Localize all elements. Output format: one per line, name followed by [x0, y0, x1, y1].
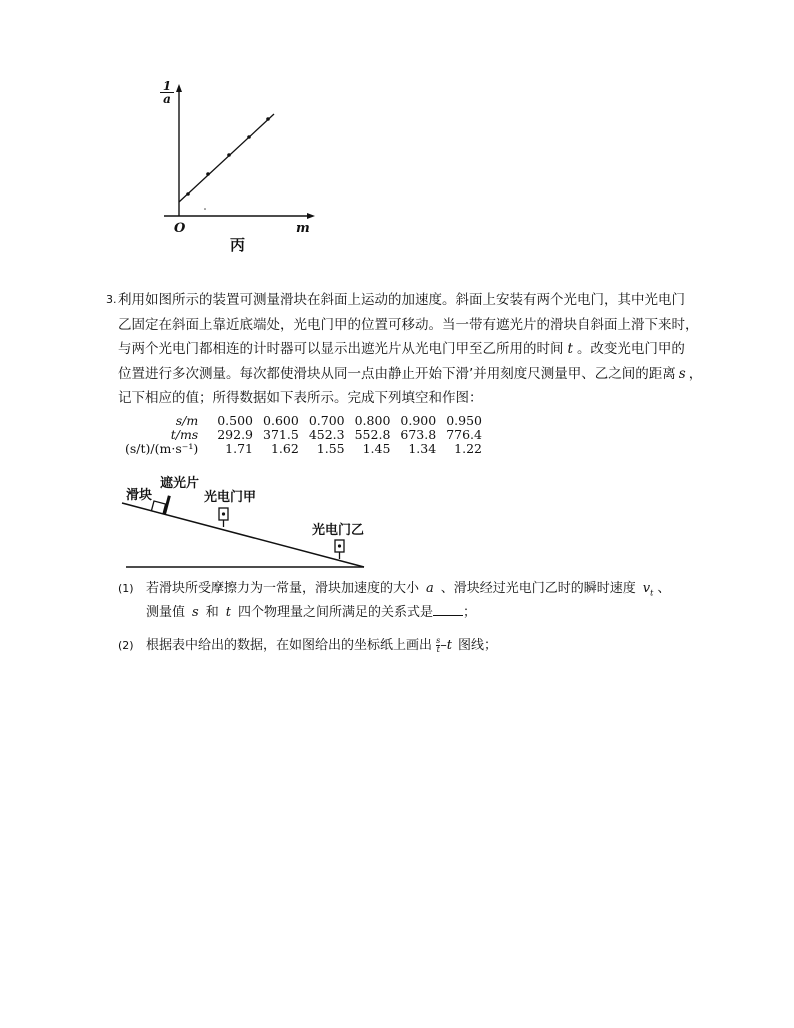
var-t-2: t	[225, 605, 231, 620]
sub-question-1-number: (1)	[118, 582, 134, 595]
graph-bing	[150, 76, 330, 256]
table-cell: 371.5	[263, 427, 299, 442]
var-v: v	[642, 581, 651, 596]
y-label-den: a	[163, 92, 171, 106]
table-cell: 1.55	[316, 441, 345, 456]
var-s: s	[678, 365, 686, 382]
dash-t: –t	[440, 638, 452, 653]
y-label-num: 1	[160, 80, 174, 93]
q3-line-4	[118, 362, 708, 387]
gate-a-label: 光电门甲	[204, 490, 257, 505]
data-point	[186, 192, 190, 196]
frac-den: t	[436, 645, 440, 654]
table-cell: 1.71	[225, 441, 254, 456]
table-header-st: (s/t)/(m·s⁻¹)	[125, 441, 199, 456]
gate-b-icon	[335, 540, 344, 559]
q3-line-1: 利用如图所示的装置可测量滑块在斜面上运动的加速度。斜面上安装有两个光电门，其中光电门	[118, 292, 685, 308]
sub-question-1	[118, 577, 718, 627]
var-v-sub: t	[650, 588, 654, 598]
table-cell: 452.3	[308, 427, 345, 442]
fit-line	[179, 114, 274, 202]
table-cell: 0.600	[263, 413, 299, 428]
graph-caption: 丙	[230, 236, 246, 254]
sub-question-1-line-2	[146, 601, 706, 625]
q3-line-4-text: 位置进行多次测量。每次都使滑块从同一点由静止开始下滑’并用刻度尺测量甲、乙之间的距离	[118, 365, 676, 382]
question-3-body	[118, 288, 708, 411]
table-cell: 292.9	[217, 427, 254, 442]
answer-blank[interactable]	[433, 603, 463, 616]
gate-b-label: 光电门乙	[312, 523, 365, 538]
q3-line-4-tail: ，	[688, 365, 703, 382]
stray-dot	[204, 208, 206, 210]
table-cell: 1.45	[362, 441, 391, 456]
sq2-text-b: 图线；	[458, 638, 498, 653]
table-cell: 776.4	[446, 427, 482, 442]
frac-num: s	[436, 636, 441, 645]
q3-line-3-tail: 。改变光电门甲的	[576, 341, 685, 357]
sq1-text-e: 和	[205, 605, 219, 620]
y-axis-arrow	[176, 84, 182, 92]
table-header-t: t/ms	[170, 427, 199, 442]
x-axis-arrow	[307, 213, 315, 219]
table-cell: 1.22	[454, 441, 482, 456]
table-cell: 1.34	[408, 441, 437, 456]
sq1-text-g: ；	[462, 605, 476, 620]
slider-block	[151, 492, 170, 514]
sub-question-2-text	[146, 634, 706, 658]
table-cell: 0.950	[446, 413, 482, 428]
var-a: a	[426, 581, 434, 596]
data-point	[227, 153, 231, 157]
data-point	[247, 135, 251, 139]
table-cell: 552.8	[354, 427, 391, 442]
table-row	[120, 428, 487, 442]
q3-line-3-text: 与两个光电门都相连的计时器可以显示出遮光片从光电门甲至乙所用的时间	[118, 341, 564, 357]
sq1-text-d: 测量值	[146, 605, 186, 620]
table-cell: 0.900	[400, 413, 437, 428]
var-t: t	[567, 341, 573, 357]
q3-line-2: 乙固定在斜面上靠近底端处，光电门甲的位置可移动。当一带有遮光片的滑块自斜面上滑下来时，	[118, 316, 699, 333]
sq1-text-a: 若滑块所受摩擦力为一常量，滑块加速度的大小	[146, 581, 420, 596]
q3-line-5: 记下相应的值；所得数据如下表所示。完成下列填空和作图：	[118, 390, 483, 406]
table-cell: 0.500	[217, 413, 254, 428]
table-row	[120, 414, 487, 428]
table-cell: 673.8	[400, 427, 437, 442]
x-axis-label: m	[296, 221, 310, 236]
table-cell: 0.800	[354, 413, 391, 428]
q3-line-3	[118, 337, 708, 362]
table-cell: 0.700	[308, 413, 345, 428]
y-axis-label	[160, 80, 174, 105]
data-point	[206, 172, 210, 176]
sq1-text-c: 、	[657, 581, 671, 596]
sq2-text-a: 根据表中给出的数据，在如图给出的坐标纸上画出	[146, 638, 433, 653]
data-table	[120, 414, 487, 456]
table-cell: 1.62	[270, 441, 299, 456]
data-point	[266, 117, 270, 121]
table-header-s: s/m	[175, 413, 199, 428]
origin-label: O	[174, 221, 186, 236]
table-row	[120, 442, 487, 456]
gate-a-icon	[219, 508, 228, 527]
slider-label: 滑块	[126, 488, 153, 503]
shutter-label: 遮光片	[160, 476, 200, 491]
sub-question-2	[118, 634, 718, 664]
question-3-number: 3.	[106, 293, 117, 306]
sq1-text-f: 四个物理量之间所满足的关系式是	[237, 605, 433, 620]
var-s-2: s	[192, 605, 199, 620]
var-vt	[636, 581, 658, 596]
sq1-text-b: 、滑块经过光电门乙时的瞬时速度	[440, 581, 636, 596]
sub-question-2-number: (2)	[118, 639, 134, 652]
apparatus-diagram	[118, 470, 378, 574]
